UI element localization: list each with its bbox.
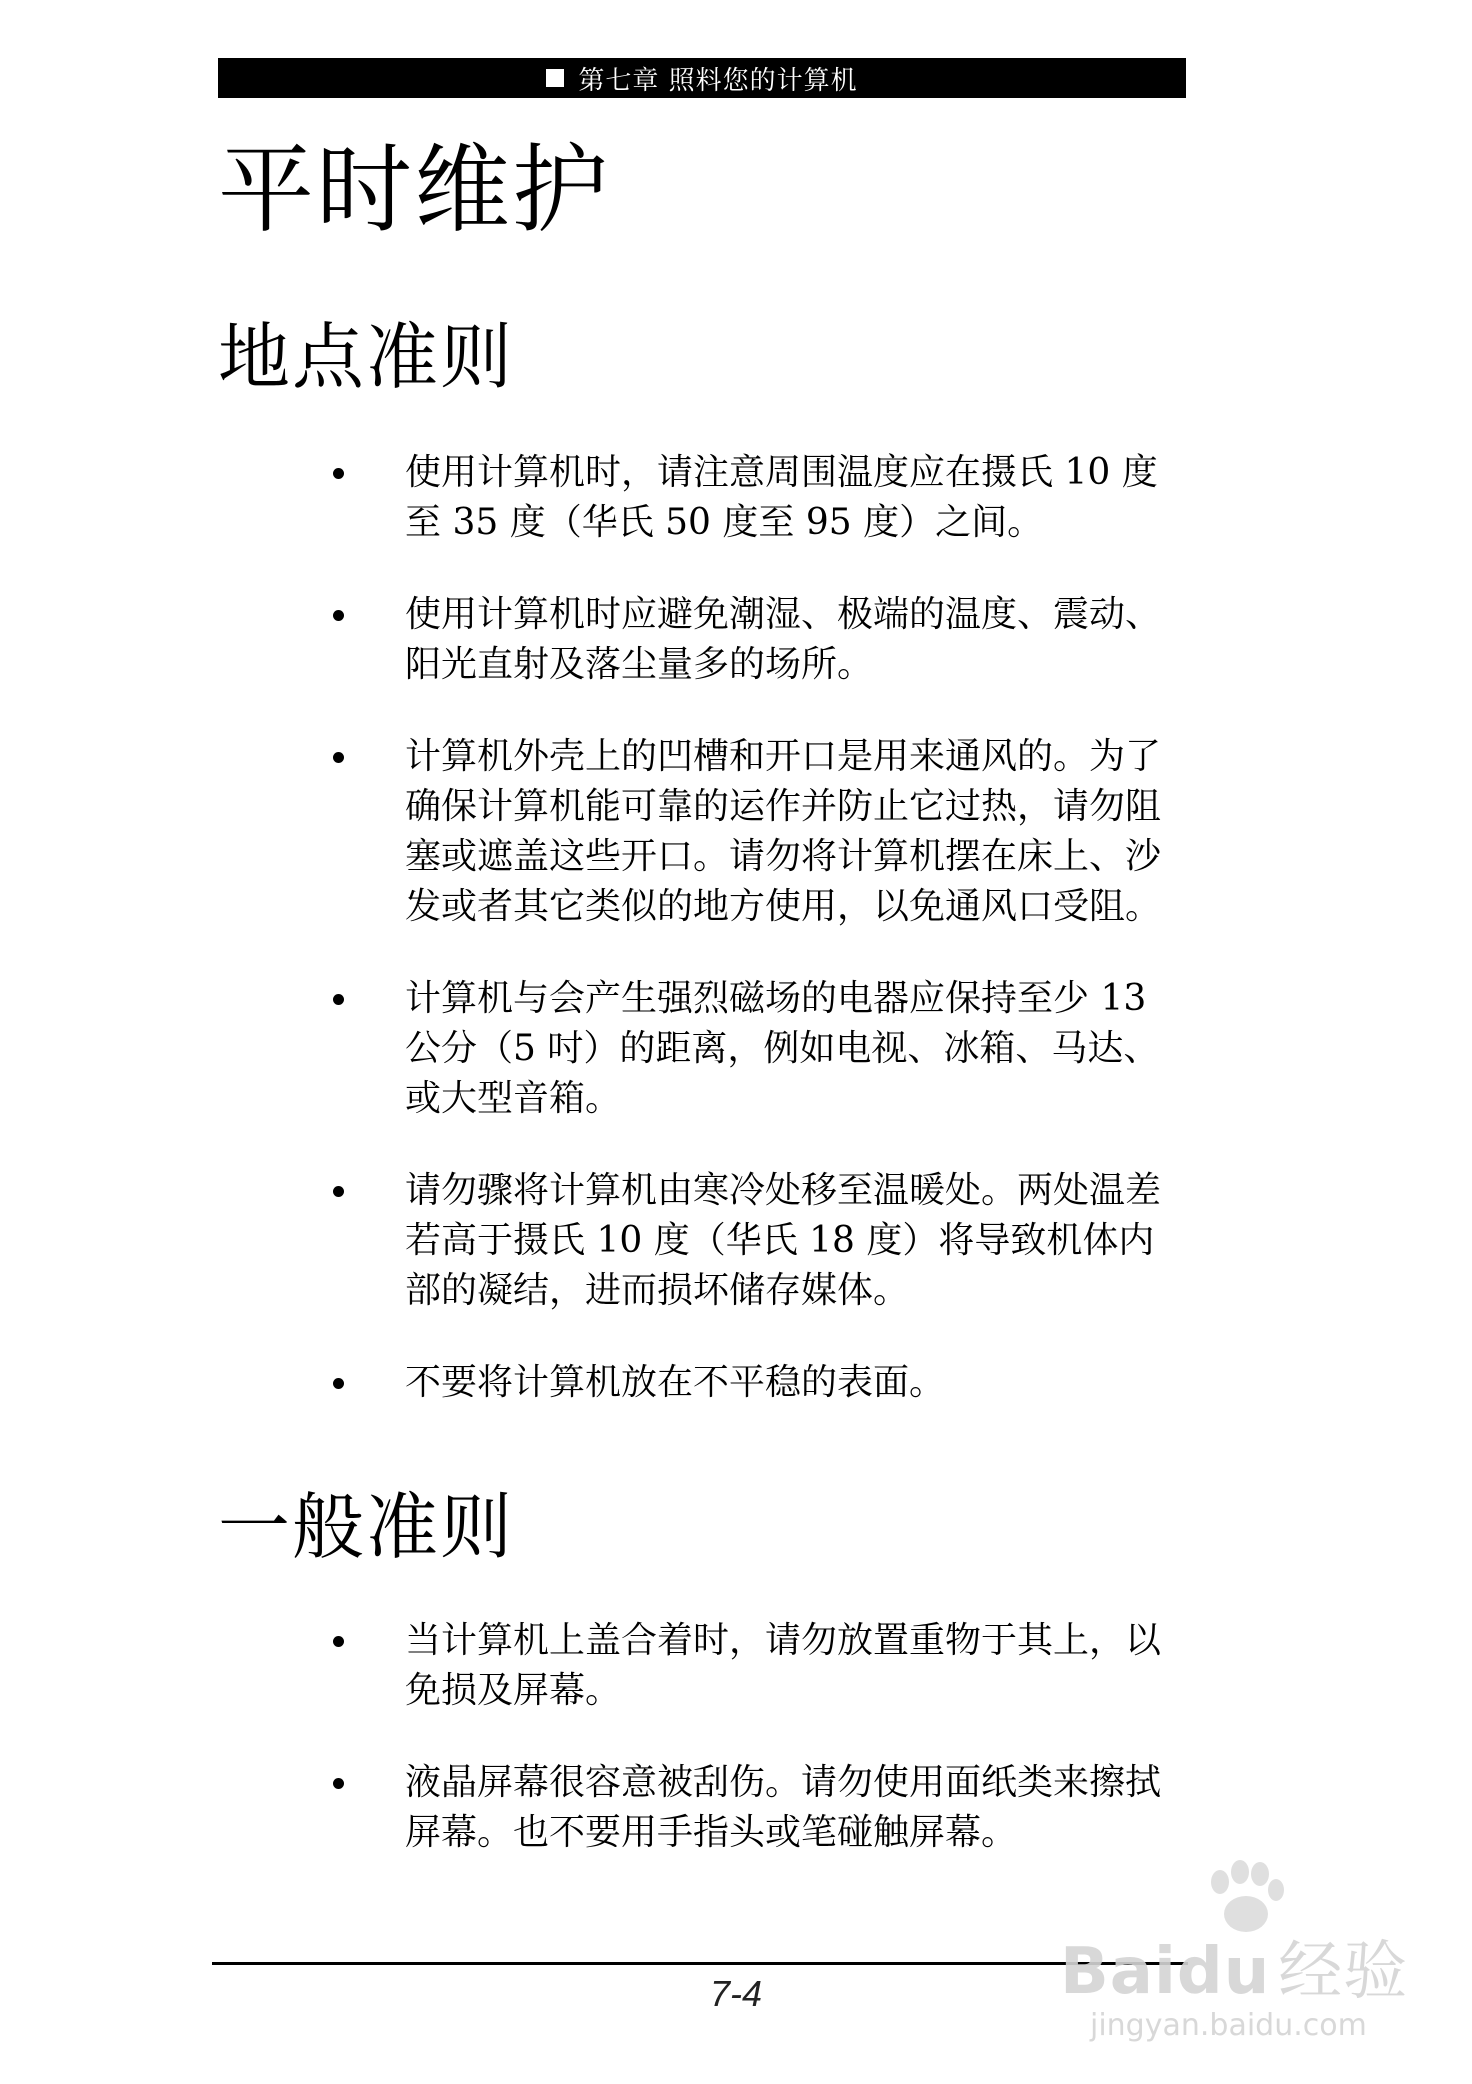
location-guidelines-list [330, 448, 1190, 1450]
watermark-brand: Baidu 经验 [1060, 1935, 1409, 2009]
footer-divider [212, 1962, 1188, 1965]
bullet-icon [333, 610, 344, 621]
list-item: 计算机与会产生强烈磁场的电器应保持至少 13 公分（5 吋）的距离，例如电视、冰箱、马达、或大型音箱。 [330, 974, 1190, 1124]
list-item: 计算机外壳上的凹槽和开口是用来通风的。为了确保计算机能可靠的运作并防止它过热，请勿阻塞或遮盖这些开口。请勿将计算机摆在床上、沙发或者其它类似的地方使用，以免通风口受阻。 [330, 732, 1190, 932]
list-item: 不要将计算机放在不平稳的表面。 [330, 1358, 1190, 1408]
page-number: 7-4 [709, 1973, 763, 2014]
watermark-url: jingyan.baidu.com [1090, 2008, 1367, 2043]
section-title-location: 地点准则 [218, 315, 515, 399]
list-item: 当计算机上盖合着时，请勿放置重物于其上，以免损及屏幕。 [330, 1616, 1190, 1716]
bullet-icon [333, 468, 344, 479]
bullet-icon [333, 994, 344, 1005]
bullet-icon [333, 1778, 344, 1789]
bullet-icon [333, 752, 344, 763]
bullet-icon [333, 1378, 344, 1389]
chapter-label: 第七章 照料您的计算机 [578, 65, 858, 96]
bullet-icon [333, 1636, 344, 1647]
chapter-header-bar [218, 58, 1186, 98]
list-item: 请勿骤将计算机由寒冷处移至温暖处。两处温差若高于摄氏 10 度（华氏 18 度）将导致机体内部的凝结，进而损坏储存媒体。 [330, 1166, 1190, 1316]
general-guidelines-list [330, 1616, 1190, 1900]
square-bullet-icon [546, 69, 564, 87]
list-item: 使用计算机时，请注意周围温度应在摄氏 10 度至 35 度（华氏 50 度至 95 度）之间。 [330, 448, 1190, 548]
page-title: 平时维护 [218, 134, 610, 246]
list-item: 液晶屏幕很容意被刮伤。请勿使用面纸类来擦拭屏幕。也不要用手指头或笔碰触屏幕。 [330, 1758, 1190, 1858]
list-item: 使用计算机时应避免潮湿、极端的温度、震动、阳光直射及落尘量多的场所。 [330, 590, 1190, 690]
bullet-icon [333, 1186, 344, 1197]
section-title-general: 一般准则 [218, 1485, 515, 1569]
baidu-jingyan-watermark [1050, 1860, 1460, 2080]
